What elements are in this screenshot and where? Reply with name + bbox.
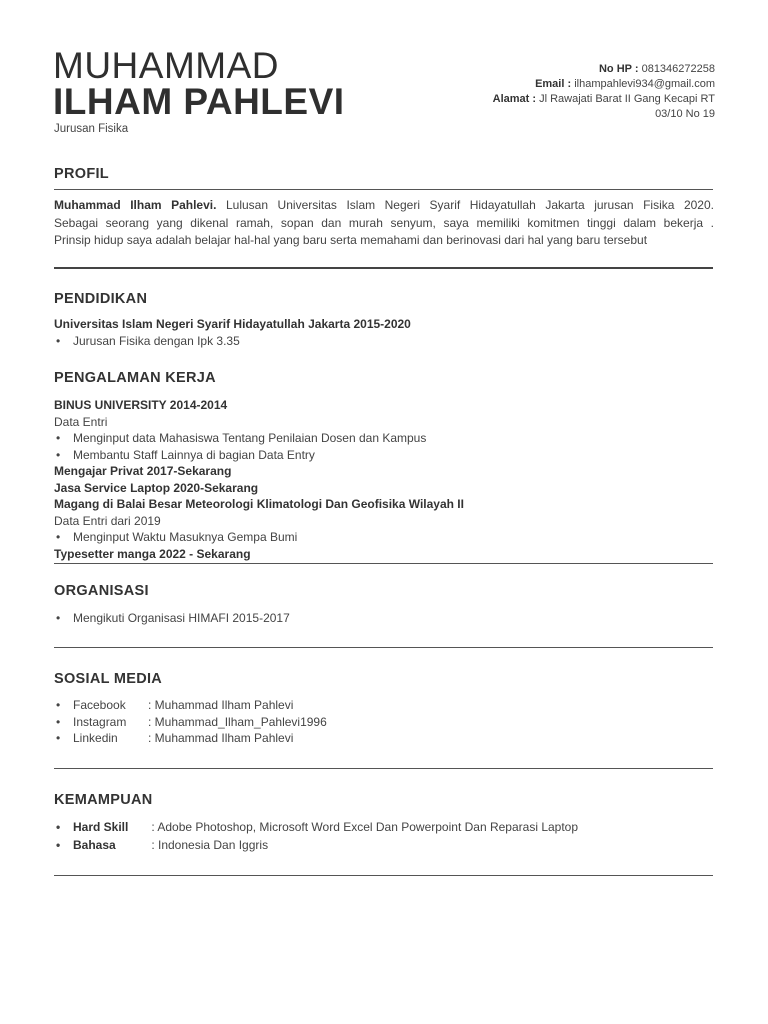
job-title: Typesetter manga 2022 - Sekarang: [54, 546, 251, 561]
profil-line3: Prinsip hidup saya adalah belajar hal-hal yang baru serta memahami dan berinovasi dari hal yang baru tersebut: [54, 233, 648, 247]
social-value: : Muhammad_Ilham_Pahlevi1996: [148, 714, 327, 729]
social-name: Facebook: [73, 698, 126, 712]
section-title-pendidikan: PENDIDIKAN: [54, 291, 148, 307]
job-title: Magang di Balai Besar Meteorologi Klimatologi Dan Geofisika Wilayah II: [54, 497, 464, 511]
list-item: • Jurusan Fisika dengan Ipk 3.35: [54, 333, 714, 350]
section-title-organisasi: ORGANISASI: [54, 583, 149, 599]
address-row: [415, 92, 715, 107]
profil-name: Muhammad Ilham Pahlevi.: [54, 198, 217, 212]
section-title-pengalaman: PENGALAMAN KERJA: [54, 370, 216, 386]
section-title-kemampuan: KEMAMPUAN: [54, 792, 153, 808]
divider: [54, 768, 713, 769]
first-name: MUHAMMAD: [53, 45, 279, 86]
section-title-profil: PROFIL: [54, 166, 109, 182]
skill-value: : Adobe Photoshop, Microsoft Word Excel Dan Powerpoint Dan Reparasi Laptop: [148, 820, 579, 834]
job-role: Data Entri: [54, 414, 108, 429]
job-title: BINUS UNIVERSITY 2014-2014: [54, 398, 228, 412]
profil-line1: [54, 197, 714, 215]
kemampuan-block: [54, 819, 714, 855]
social-name: Instagram: [73, 714, 127, 729]
social-facebook: [54, 697, 714, 714]
skill-bahasa: [54, 837, 714, 855]
skill-value: : Indonesia Dan Iggris: [148, 838, 269, 852]
divider: [54, 267, 713, 269]
divider: [54, 647, 713, 648]
social-value: : Muhammad Ilham Pahlevi: [148, 731, 294, 745]
address-line1: Jl Rawajati Barat II Gang Kecapi RT: [539, 93, 715, 105]
last-name: ILHAM PAHLEVI: [53, 81, 345, 122]
section-title-sosial-media: SOSIAL MEDIA: [54, 671, 163, 687]
skill-hard-skill: [54, 819, 714, 837]
list-item: • Membantu Staff Lainnya di bagian Data Entry: [54, 447, 714, 464]
address-label: Alamat :: [492, 93, 537, 105]
job-title: Jasa Service Laptop 2020-Sekarang: [54, 480, 259, 495]
email-label: Email :: [535, 78, 572, 90]
phone-row: [415, 62, 715, 77]
subtitle: Jurusan Fisika: [54, 123, 129, 135]
organisasi-block: [54, 610, 714, 627]
divider: [54, 189, 713, 190]
divider: [54, 875, 713, 876]
pengalaman-block: [54, 397, 714, 562]
skill-name: Hard Skill: [73, 820, 129, 834]
sosial-media-block: [54, 697, 714, 747]
job-role: Data Entri dari 2019: [54, 513, 161, 528]
phone-label: No HP :: [598, 63, 639, 75]
job-title: Mengajar Privat 2017-Sekarang: [54, 464, 232, 478]
list-item: • Menginput Waktu Masuknya Gempa Bumi: [54, 529, 714, 546]
school-name: Universitas Islam Negeri Syarif Hidayatullah Jakarta 2015-2020: [54, 317, 411, 331]
social-name: Linkedin: [73, 731, 118, 745]
phone-value: 081346272258: [641, 63, 715, 75]
pendidikan-block: [54, 316, 714, 349]
list-item: • Menginput data Mahasiswa Tentang Penilaian Dosen dan Kampus: [54, 430, 714, 447]
skill-name: Bahasa: [73, 838, 116, 852]
profil-line2: Sebagai seorang yang dikenal ramah, sopan dan murah senyum, saya memiliki komitmen tinggi dalam bekerja .: [54, 215, 714, 230]
profil-text: [54, 197, 714, 250]
divider: [54, 563, 713, 564]
contact-block: [415, 62, 715, 122]
profil-text-line1: Lulusan Universitas Islam Negeri Syarif Hidayatullah Jakarta jurusan Fisika 2020.: [216, 198, 714, 212]
email-row: [415, 77, 715, 92]
address-line2: 03/10 No 19: [655, 108, 715, 120]
social-instagram: [54, 714, 714, 731]
social-linkedin: [54, 730, 714, 747]
social-value: : Muhammad Ilham Pahlevi: [148, 698, 294, 712]
email-value[interactable]: ilhampahlevi934@gmail.com: [574, 78, 715, 90]
list-item: • Mengikuti Organisasi HIMAFI 2015-2017: [54, 610, 714, 627]
